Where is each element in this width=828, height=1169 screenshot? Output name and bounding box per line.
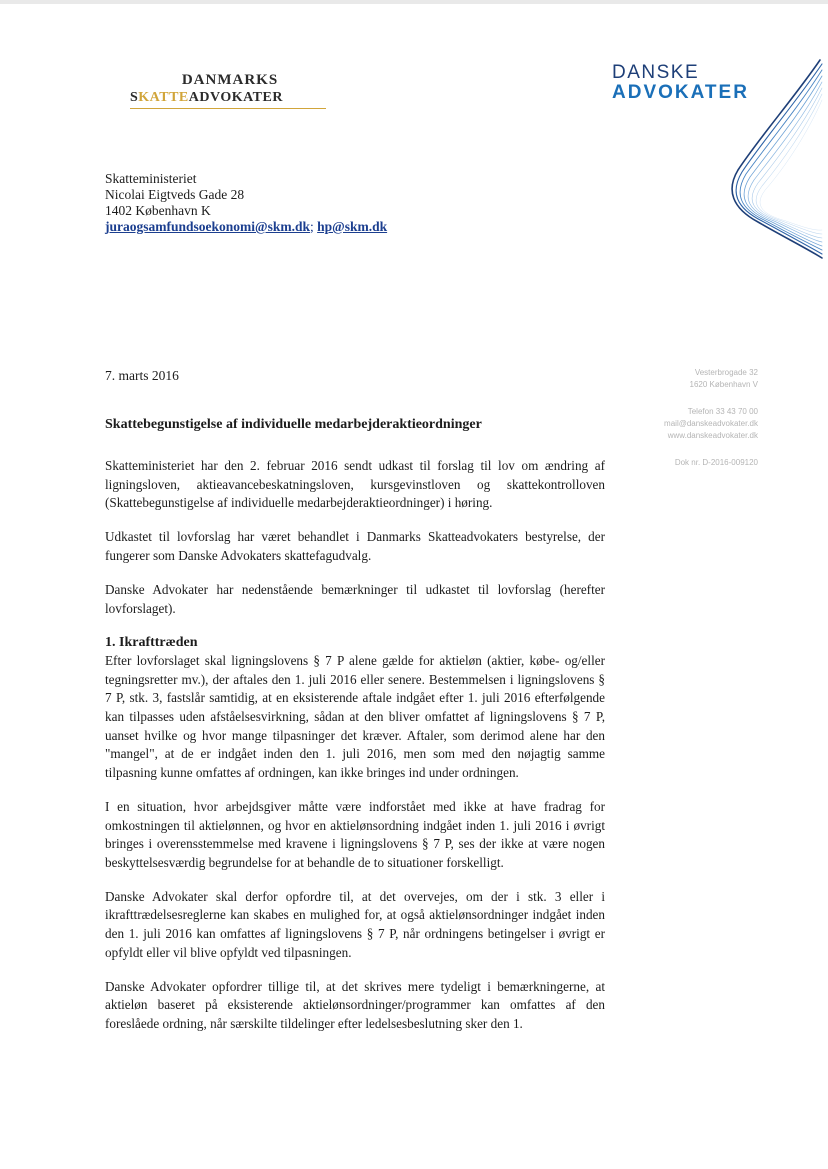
recipient-emails: [105, 219, 387, 235]
paragraph-intro: Skatteministeriet har den 2. februar 2016 sendt udkast til forslag til lov om ændring af ligningsloven, aktieavancebeskatningsloven, kursgevinstloven og skattekontrolloven (Skattebegunstigelse af individuelle medarbejderaktieordninger) i høring.: [105, 458, 605, 511]
document-number: Dok nr. D-2016-009120: [674, 458, 758, 467]
sender-email: mail@danskeadvokater.dk: [664, 419, 758, 428]
email-link-juraogsamfundsoekonomi[interactable]: juraogsamfundsoekonomi@skm.dk: [105, 219, 310, 234]
danske-advokater-line-2: ADVOKATER: [612, 82, 749, 103]
email-link-hp[interactable]: hp@skm.dk: [317, 219, 388, 234]
paragraph-section1-c: Danske Advokater skal derfor opfordre til, at det overvejes, om der i stk. 3 eller i ikrafttrædelsesreglerne kan skabes en mulighed for, at også aktielønsordninger indgået inden den 1. juli 2016 kan omfattes af ligningslovens § 7 P, når ordningens betingelser i øvrigt er opfyldt eller vil blive opfyldt ved tilpasningen.: [105, 888, 605, 960]
letter-body: [105, 457, 605, 1049]
logo-line-1: DANMARKS: [181, 72, 279, 88]
paragraph-board: Udkastet til lovforslag har været behandlet i Danmarks Skatteadvokaters bestyrelse, der fungerer som Danske Advokaters skattefagudvalg.: [105, 529, 605, 563]
paragraph-remarks: Danske Advokater har nedenstående bemærkninger til udkastet til lovforslag (herefter lovforslaget).: [105, 581, 605, 616]
paragraph-section1-d: Danske Advokater opfordrer tillige til, at det skrives mere tydeligt i bemærkningerne, at aktieløn baseret på eksisterende aktielønsordninger/programmer kan omfattes af den foreslåede ordning, når særskilte tildelinger efter ledelsesbeslutning sker den 1.: [105, 978, 605, 1031]
logo-initial: S: [130, 90, 139, 105]
logo-line-2: [130, 90, 330, 106]
paragraph-section1-a: Efter lovforslaget skal ligningslovens § 7 P alene gælde for aktieløn (aktier, købe- og/eller tegningsretter mv.), der aftales den 1. juli 2016 eller senere. Bestemmelsen i ligningslovens § 7 P, stk. 3, fastslår samtidig, at en eksisterende aftale indgået efter 1. juli 2016 efterfølgende kan tilpasses uden afståelsesvirkning, sådan at den bliver omfattet af ligningslovens § 7 P, uanset hvilke og hvor mange tilpasninger det kræver. Aftaler, som derimod alene har den "mangel", at de er indgået inden den 1. juli 2016, men som med den nøjagtig samme tilpasning kunne omfattes af ordningen, kan ikke bringes ind under ordningen.: [105, 653, 605, 780]
danmarks-skatteadvokater-logo: [130, 72, 330, 106]
recipient-name: Skatteministeriet: [105, 171, 197, 186]
letter-subject: Skattebegunstigelse af individuelle medarbejderaktieordninger: [105, 417, 482, 432]
letter-date: 7. marts 2016: [105, 368, 179, 383]
logo-gold-rule: [130, 108, 326, 109]
recipient-street: Nicolai Eigtveds Gade 28: [105, 187, 245, 202]
sender-address-1: Vesterbrogade 32: [694, 368, 758, 377]
email-separator: ;: [309, 219, 314, 234]
danske-advokater-line-1: DANSKE: [612, 62, 700, 83]
top-border: [0, 0, 828, 4]
sender-web: www.danskeadvokater.dk: [667, 431, 758, 440]
recipient-address-block: [105, 171, 387, 235]
wave-swirl-graphic: [724, 58, 824, 263]
paragraph-section1-b: I en situation, hvor arbejdsgiver måtte være indforstået med ikke at have fradrag for omkostningen til aktielønnen, og hvor en aktielønsordning indgået inden 1. juli 2016 i øvrigt bringes i overensstemmelse med kravene i ligningslovens § 7 P, ses der ikke at være nogen beskyttelsesværdig begrundelse for at behandle de to situationer forskelligt.: [105, 798, 605, 870]
section-heading-ikrafttraeden: 1. Ikrafttræden: [105, 634, 198, 650]
logo-gold-text: KATTE: [138, 90, 189, 105]
sender-address-2: 1620 København V: [689, 380, 758, 389]
recipient-city: 1402 København K: [105, 203, 211, 218]
sender-phone: Telefon 33 43 70 00: [687, 407, 758, 416]
sender-info-block: [578, 367, 758, 469]
logo-rest-text: ADVOKATER: [188, 90, 283, 105]
